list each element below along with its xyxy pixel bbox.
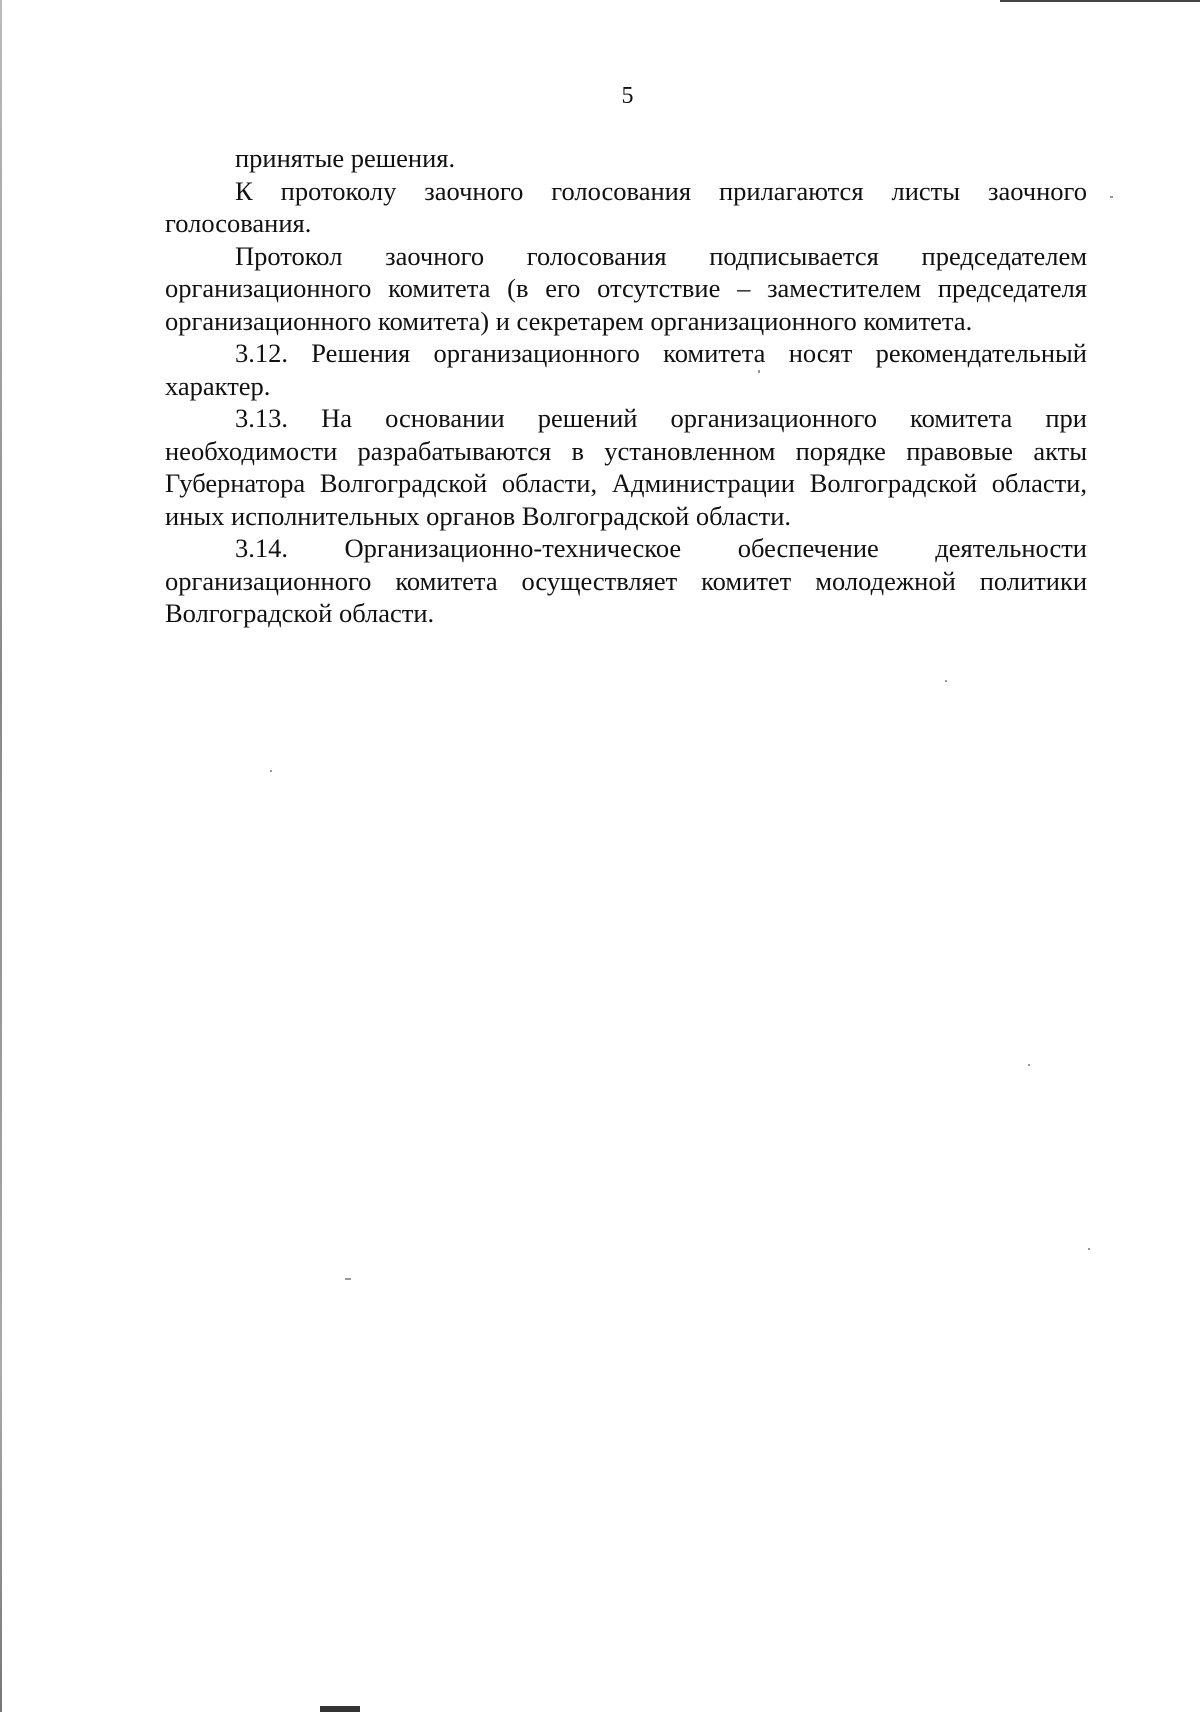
- paragraph-3-12: 3.12. Решения организационного комитета носят рекомендательный характер.: [165, 338, 1087, 401]
- cut-off-text-fragment: [320, 1700, 620, 1712]
- scan-speck: [1110, 196, 1113, 198]
- scan-speck: [758, 370, 760, 373]
- scan-speck: [945, 680, 947, 682]
- document-body: [165, 142, 1087, 630]
- paragraph-3-14: 3.14. Организационно-техническое обеспечение деятельности организационного комитета осуществляет комитет молодежной политики Волгоградской области.: [165, 533, 1087, 628]
- page-number: 5: [621, 83, 634, 109]
- paragraph-2: К протоколу заочного голосования прилагаются листы заочного голосования.: [165, 175, 1087, 238]
- scan-speck: [1088, 1248, 1090, 1250]
- paragraph-3-13: 3.13. На основании решений организационного комитета при необходимости разрабатываются в установленном порядке правовые акты Губернатора Волгоградской области, Администрации Волгоградской области, иных исполнительных органов Волгоградской области.: [165, 403, 1087, 531]
- scan-speck: [1028, 1064, 1030, 1066]
- scan-left-edge: [0, 0, 2, 1712]
- paragraph-3: Протокол заочного голосования подписывается председателем организационного комитета (в его отсутствие – заместителем председателя организационного комитета) и секретарем организационного комитета.: [165, 240, 1087, 336]
- scan-speck: [345, 1278, 351, 1280]
- scan-speck: [270, 770, 272, 772]
- paragraph-1: принятые решения.: [235, 143, 456, 173]
- scan-edge-line: [1000, 0, 1200, 2]
